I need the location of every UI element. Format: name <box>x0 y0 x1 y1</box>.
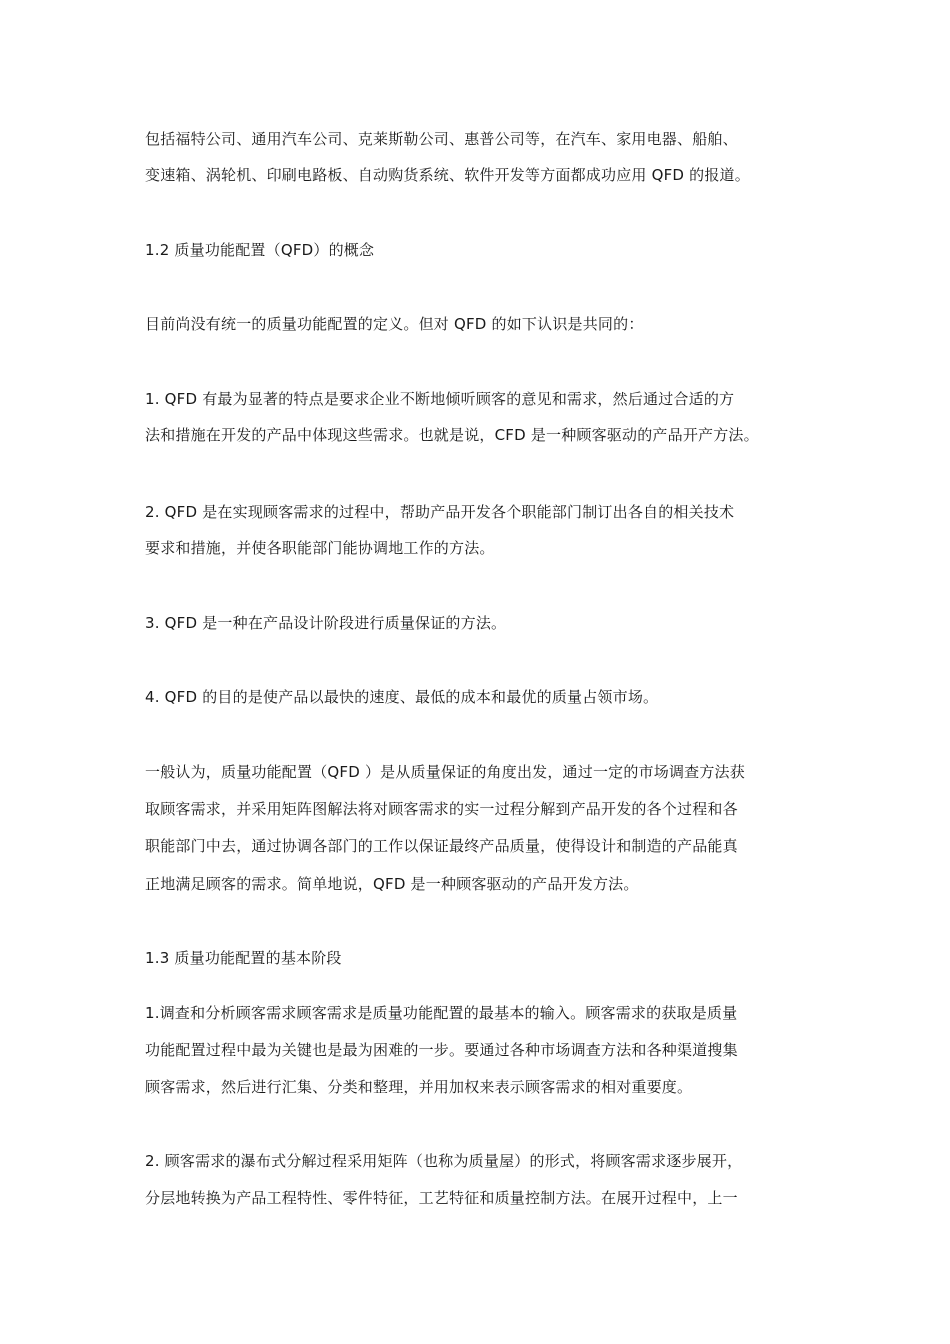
point-1-line-2: 法和措施在开发的产品中体现这些需求。也就是说，CFD 是一种顾客驱动的产品开产方法。 <box>145 426 759 444</box>
definition-intro: 目前尚没有统一的质量功能配置的定义。但对 QFD 的如下认识是共同的： <box>145 315 644 333</box>
summary-line-1: 一般认为，质量功能配置（QFD ）是从质量保证的角度出发，通过一定的市场调查方法获 <box>145 763 745 781</box>
summary-line-2: 取顾客需求，并采用矩阵图解法将对顾客需求的实一过程分解到产品开发的各个过程和各 <box>145 800 738 818</box>
intro-line-2: 变速箱、涡轮机、印刷电路板、自动购货系统、软件开发等方面都成功应用 QFD 的报道。 <box>145 166 750 184</box>
point-2-line-2: 要求和措施，并使各职能部门能协调地工作的方法。 <box>145 539 495 557</box>
section-1-3-heading: 1.3 质量功能配置的基本阶段 <box>145 949 342 967</box>
stage-2-line-1: 2. 顾客需求的瀑布式分解过程采用矩阵（也称为质量屋）的形式，将顾客需求逐步展开， <box>145 1152 743 1170</box>
summary-line-4: 正地满足顾客的需求。简单地说，QFD 是一种顾客驱动的产品开发方法。 <box>145 875 639 893</box>
point-1-line-1: 1. QFD 有最为显著的特点是要求企业不断地倾听顾客的意见和需求，然后通过合适的方 <box>145 390 735 408</box>
section-1-2-heading: 1.2 质量功能配置（QFD）的概念 <box>145 241 375 259</box>
stage-2-line-2: 分层地转换为产品工程特性、零件特征，工艺特征和质量控制方法。在展开过程中，上一 <box>145 1189 738 1207</box>
intro-line-1: 包括福特公司、通用汽车公司、克莱斯勒公司、惠普公司等，在汽车、家用电器、船舶、 <box>145 130 738 148</box>
summary-line-3: 职能部门中去，通过协调各部门的工作以保证最终产品质量，使得设计和制造的产品能真 <box>145 837 738 855</box>
stage-1-line-3: 顾客需求，然后进行汇集、分类和整理，并用加权来表示顾客需求的相对重要度。 <box>145 1078 693 1096</box>
point-3: 3. QFD 是一种在产品设计阶段进行质量保证的方法。 <box>145 614 507 632</box>
stage-1-line-2: 功能配置过程中最为关键也是最为困难的一步。要通过各种市场调查方法和各种渠道搜集 <box>145 1041 738 1059</box>
stage-1-line-1: 1.调查和分析顾客需求顾客需求是质量功能配置的最基本的输入。顾客需求的获取是质量 <box>145 1004 738 1022</box>
point-4: 4. QFD 的目的是使产品以最快的速度、最低的成本和最优的质量占领市场。 <box>145 688 659 706</box>
point-2-line-1: 2. QFD 是在实现顾客需求的过程中，帮助产品开发各个职能部门制订出各自的相关技术 <box>145 503 735 521</box>
